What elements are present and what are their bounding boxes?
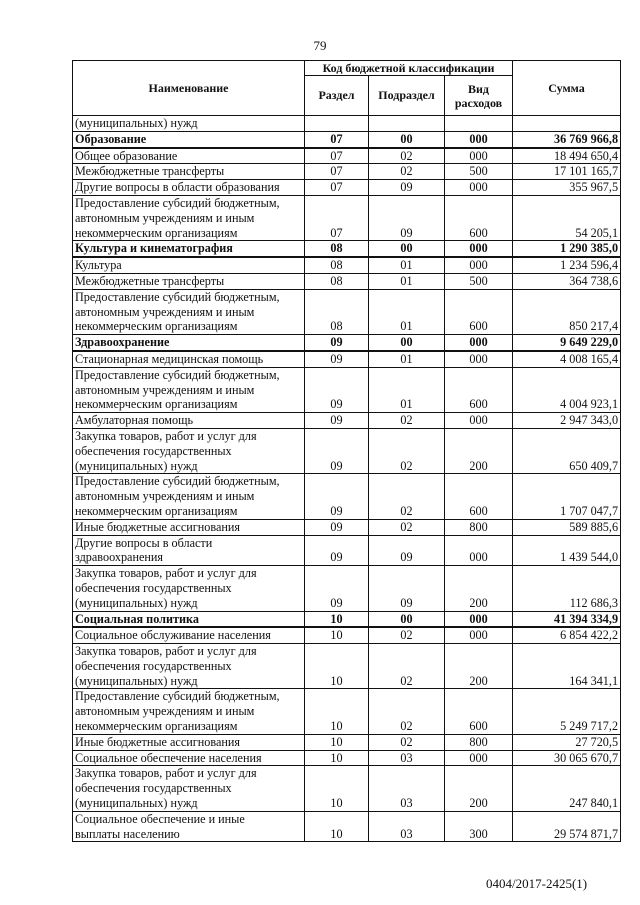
- row-section-cell: 07: [305, 164, 369, 180]
- row-name-line: (муниципальных) нужд: [75, 116, 198, 130]
- row-sum-cell: 6 854 422,2: [513, 627, 621, 643]
- row-sum-cell: 36 769 966,8: [513, 131, 621, 147]
- row-name-line: некоммерческим организациям: [75, 397, 238, 412]
- row-sum-cell: 41 394 334,9: [513, 611, 621, 627]
- row-sum-cell: 29 574 871,7: [513, 811, 621, 842]
- row-name-cell: [73, 413, 305, 429]
- row-expense-type-cell: 000: [445, 351, 513, 367]
- row-name-line: Социальная политика: [75, 611, 199, 626]
- row-name-line: Культура и кинематография: [75, 241, 233, 256]
- table-row: [73, 180, 621, 196]
- row-subsection-cell: 02: [369, 689, 445, 734]
- row-sum-cell: 164 341,1: [513, 644, 621, 689]
- row-subsection-cell: 03: [369, 766, 445, 811]
- row-name-cell: [73, 428, 305, 473]
- row-name-line: Иные бюджетные ассигнования: [75, 734, 241, 749]
- row-section-cell: 07: [305, 180, 369, 196]
- table-row: [73, 734, 621, 750]
- row-sum-cell: 850 217,4: [513, 289, 621, 334]
- row-subsection-cell: 02: [369, 164, 445, 180]
- table-row: [73, 535, 621, 566]
- row-subsection-cell: 02: [369, 474, 445, 519]
- row-name-line: Закупка товаров, работ и услуг для: [75, 566, 257, 581]
- row-subsection-cell: 01: [369, 289, 445, 334]
- table-row: [73, 351, 621, 367]
- row-name-line: Предоставление субсидий бюджетным,: [75, 289, 280, 304]
- row-section-cell: 10: [305, 750, 369, 766]
- row-name-line: Межбюджетные трансферты: [75, 273, 225, 288]
- header-name: Наименование: [73, 61, 305, 116]
- row-name-line: Здравоохранение: [75, 335, 170, 350]
- row-name-line: автономным учреждениям и иным: [75, 704, 255, 719]
- document-code: 0404/2017-2425(1): [486, 876, 588, 891]
- row-name-cell: [73, 367, 305, 412]
- table-row: [73, 148, 621, 164]
- row-subsection-cell: 09: [369, 195, 445, 240]
- row-name-cell: [73, 195, 305, 240]
- row-name-cell: [73, 566, 305, 611]
- row-section-cell: 09: [305, 351, 369, 367]
- row-expense-type-cell: 000: [445, 535, 513, 566]
- row-section-cell: 08: [305, 289, 369, 334]
- row-sum-cell: 9 649 229,0: [513, 335, 621, 351]
- row-expense-type-cell: 600: [445, 689, 513, 734]
- row-section-cell: 07: [305, 131, 369, 147]
- row-name-line: автономным учреждениям и иным: [75, 304, 255, 319]
- row-name-line: (муниципальных) нужд: [75, 673, 198, 688]
- row-name-line: (муниципальных) нужд: [75, 595, 198, 610]
- row-name-line: автономным учреждениям и иным: [75, 489, 255, 504]
- page-number: 79: [313, 38, 327, 53]
- table-row: [73, 428, 621, 473]
- row-name-cell: [73, 689, 305, 734]
- table-row: [73, 474, 621, 519]
- row-expense-type-cell: 000: [445, 148, 513, 164]
- table-row: [73, 289, 621, 334]
- row-name-line: Закупка товаров, работ и услуг для: [75, 428, 257, 443]
- row-subsection-cell: [369, 116, 445, 132]
- row-sum-cell: 54 205,1: [513, 195, 621, 240]
- row-subsection-cell: 02: [369, 519, 445, 535]
- row-expense-type-cell: 800: [445, 734, 513, 750]
- table-row: [73, 131, 621, 147]
- row-subsection-cell: 02: [369, 148, 445, 164]
- table-row: [73, 627, 621, 643]
- row-section-cell: 10: [305, 811, 369, 842]
- row-name-cell: [73, 766, 305, 811]
- row-name-line: (муниципальных) нужд: [75, 458, 198, 473]
- row-subsection-cell: 09: [369, 180, 445, 196]
- row-section-cell: 10: [305, 766, 369, 811]
- table-row: [73, 116, 621, 132]
- row-subsection-cell: 02: [369, 413, 445, 429]
- row-expense-type-cell: 600: [445, 195, 513, 240]
- row-section-cell: 09: [305, 474, 369, 519]
- table-row: [73, 164, 621, 180]
- row-expense-type-cell: 000: [445, 180, 513, 196]
- row-expense-type-cell: 200: [445, 566, 513, 611]
- row-section-cell: 09: [305, 519, 369, 535]
- row-name-line: Предоставление субсидий бюджетным,: [75, 474, 280, 489]
- row-section-cell: 10: [305, 644, 369, 689]
- table-row: [73, 811, 621, 842]
- row-name-line: некоммерческим организациям: [75, 719, 238, 734]
- row-section-cell: 08: [305, 241, 369, 257]
- table-row: [73, 257, 621, 273]
- row-expense-type-cell: 300: [445, 811, 513, 842]
- row-sum-cell: 247 840,1: [513, 766, 621, 811]
- row-section-cell: 10: [305, 627, 369, 643]
- row-section-cell: 08: [305, 257, 369, 273]
- row-name-line: обеспечения государственных: [75, 443, 232, 458]
- row-expense-type-cell: 800: [445, 519, 513, 535]
- row-name-cell: [73, 535, 305, 566]
- row-subsection-cell: 00: [369, 131, 445, 147]
- row-expense-type-cell: 200: [445, 644, 513, 689]
- row-subsection-cell: 00: [369, 611, 445, 627]
- row-expense-type-cell: 600: [445, 474, 513, 519]
- row-section-cell: 07: [305, 148, 369, 164]
- row-name-cell: [73, 750, 305, 766]
- row-sum-cell: 2 947 343,0: [513, 413, 621, 429]
- row-section-cell: 10: [305, 734, 369, 750]
- row-sum-cell: 4 004 923,1: [513, 367, 621, 412]
- table-row: [73, 566, 621, 611]
- row-subsection-cell: 09: [369, 566, 445, 611]
- row-section-cell: 09: [305, 413, 369, 429]
- row-name-cell: [73, 289, 305, 334]
- table-row: [73, 644, 621, 689]
- table-row: [73, 519, 621, 535]
- row-section-cell: 10: [305, 689, 369, 734]
- row-subsection-cell: 02: [369, 734, 445, 750]
- row-name-cell: [73, 351, 305, 367]
- row-sum-cell: 112 686,3: [513, 566, 621, 611]
- row-subsection-cell: 02: [369, 428, 445, 473]
- header-classification-group: Код бюджетной классификации: [305, 61, 513, 76]
- row-name-line: Общее образование: [75, 148, 178, 163]
- table-row: [73, 750, 621, 766]
- row-section-cell: 09: [305, 335, 369, 351]
- row-name-line: обеспечения государственных: [75, 580, 232, 595]
- row-expense-type-cell: 000: [445, 257, 513, 273]
- row-sum-cell: 5 249 717,2: [513, 689, 621, 734]
- row-subsection-cell: 02: [369, 644, 445, 689]
- row-name-line: обеспечения государственных: [75, 658, 232, 673]
- table-body: [73, 116, 621, 842]
- row-subsection-cell: 01: [369, 257, 445, 273]
- row-sum-cell: 355 967,5: [513, 180, 621, 196]
- row-name-cell: [73, 335, 305, 351]
- row-name-line: Культура: [75, 258, 122, 273]
- row-sum-cell: [513, 116, 621, 132]
- table-row: [73, 335, 621, 351]
- row-name-line: Другие вопросы в области: [75, 535, 213, 550]
- row-section-cell: 10: [305, 611, 369, 627]
- row-name-cell: [73, 148, 305, 164]
- row-name-line: Амбулаторная помощь: [75, 413, 194, 428]
- header-subsection: Подраздел: [369, 76, 445, 116]
- row-subsection-cell: 03: [369, 750, 445, 766]
- row-name-cell: [73, 257, 305, 273]
- row-expense-type-cell: 200: [445, 766, 513, 811]
- row-section-cell: 09: [305, 367, 369, 412]
- row-name-line: обеспечения государственных: [75, 781, 232, 796]
- row-sum-cell: 650 409,7: [513, 428, 621, 473]
- row-subsection-cell: 01: [369, 367, 445, 412]
- row-expense-type-cell: 000: [445, 611, 513, 627]
- row-name-cell: [73, 116, 305, 132]
- header-expense-type: Вид расходов: [445, 76, 513, 116]
- row-sum-cell: 1 234 596,4: [513, 257, 621, 273]
- row-name-line: Предоставление субсидий бюджетным,: [75, 689, 280, 704]
- row-name-cell: [73, 734, 305, 750]
- row-subsection-cell: 09: [369, 535, 445, 566]
- row-name-line: Предоставление субсидий бюджетным,: [75, 195, 280, 210]
- row-subsection-cell: 02: [369, 627, 445, 643]
- row-name-cell: [73, 474, 305, 519]
- row-name-line: некоммерческим организациям: [75, 225, 238, 240]
- table-row: [73, 367, 621, 412]
- row-name-line: выплаты населению: [75, 826, 180, 841]
- header-sum: Сумма: [513, 61, 621, 116]
- row-name-cell: [73, 164, 305, 180]
- row-name-line: Закупка товаров, работ и услуг для: [75, 644, 257, 659]
- row-name-line: некоммерческим организациям: [75, 503, 238, 518]
- row-section-cell: 07: [305, 195, 369, 240]
- row-name-line: автономным учреждениям и иным: [75, 382, 255, 397]
- row-section-cell: 09: [305, 428, 369, 473]
- row-expense-type-cell: 000: [445, 131, 513, 147]
- row-section-cell: 09: [305, 535, 369, 566]
- budget-table: [72, 60, 621, 842]
- row-expense-type-cell: [445, 116, 513, 132]
- row-name-line: Иные бюджетные ассигнования: [75, 519, 241, 534]
- table-row: [73, 241, 621, 257]
- row-expense-type-cell: 600: [445, 289, 513, 334]
- table-header: [73, 61, 621, 116]
- row-subsection-cell: 03: [369, 811, 445, 842]
- row-name-cell: [73, 180, 305, 196]
- table-row: [73, 413, 621, 429]
- row-name-cell: [73, 811, 305, 842]
- row-name-line: Социальное обеспечение и иные: [75, 811, 245, 826]
- row-subsection-cell: 00: [369, 335, 445, 351]
- row-name-cell: [73, 644, 305, 689]
- row-name-line: некоммерческим организациям: [75, 319, 238, 334]
- row-expense-type-cell: 000: [445, 335, 513, 351]
- row-name-cell: [73, 519, 305, 535]
- row-name-cell: [73, 273, 305, 289]
- row-name-line: Стационарная медицинская помощь: [75, 351, 264, 366]
- row-sum-cell: 1 290 385,0: [513, 241, 621, 257]
- row-expense-type-cell: 500: [445, 273, 513, 289]
- row-expense-type-cell: 000: [445, 241, 513, 257]
- row-name-line: (муниципальных) нужд: [75, 796, 198, 811]
- row-name-line: Другие вопросы в области образования: [75, 180, 280, 195]
- row-expense-type-cell: 000: [445, 627, 513, 643]
- table-row: [73, 195, 621, 240]
- table-row: [73, 689, 621, 734]
- row-sum-cell: 1 707 047,7: [513, 474, 621, 519]
- row-sum-cell: 4 008 165,4: [513, 351, 621, 367]
- table-row: [73, 273, 621, 289]
- row-sum-cell: 17 101 165,7: [513, 164, 621, 180]
- row-name-line: Межбюджетные трансферты: [75, 164, 225, 179]
- row-sum-cell: 1 439 544,0: [513, 535, 621, 566]
- row-subsection-cell: 00: [369, 241, 445, 257]
- row-name-line: Социальное обеспечение населения: [75, 750, 262, 765]
- row-sum-cell: 589 885,6: [513, 519, 621, 535]
- table-row: [73, 611, 621, 627]
- row-name-line: Образование: [75, 131, 147, 146]
- row-section-cell: 08: [305, 273, 369, 289]
- header-section: Раздел: [305, 76, 369, 116]
- row-sum-cell: 18 494 650,4: [513, 148, 621, 164]
- row-name-line: Социальное обслуживание населения: [75, 628, 271, 643]
- row-name-cell: [73, 131, 305, 147]
- table-row: [73, 766, 621, 811]
- row-sum-cell: 27 720,5: [513, 734, 621, 750]
- row-section-cell: [305, 116, 369, 132]
- row-sum-cell: 30 065 670,7: [513, 750, 621, 766]
- row-name-line: здравоохранения: [75, 550, 164, 565]
- row-sum-cell: 364 738,6: [513, 273, 621, 289]
- row-expense-type-cell: 200: [445, 428, 513, 473]
- row-expense-type-cell: 500: [445, 164, 513, 180]
- row-name-line: Закупка товаров, работ и услуг для: [75, 766, 257, 781]
- row-section-cell: 09: [305, 566, 369, 611]
- row-expense-type-cell: 000: [445, 750, 513, 766]
- row-expense-type-cell: 000: [445, 413, 513, 429]
- row-name-cell: [73, 611, 305, 627]
- row-subsection-cell: 01: [369, 351, 445, 367]
- row-name-line: Предоставление субсидий бюджетным,: [75, 367, 280, 382]
- row-subsection-cell: 01: [369, 273, 445, 289]
- row-name-line: автономным учреждениям и иным: [75, 210, 255, 225]
- row-expense-type-cell: 600: [445, 367, 513, 412]
- row-name-cell: [73, 627, 305, 643]
- row-name-cell: [73, 241, 305, 257]
